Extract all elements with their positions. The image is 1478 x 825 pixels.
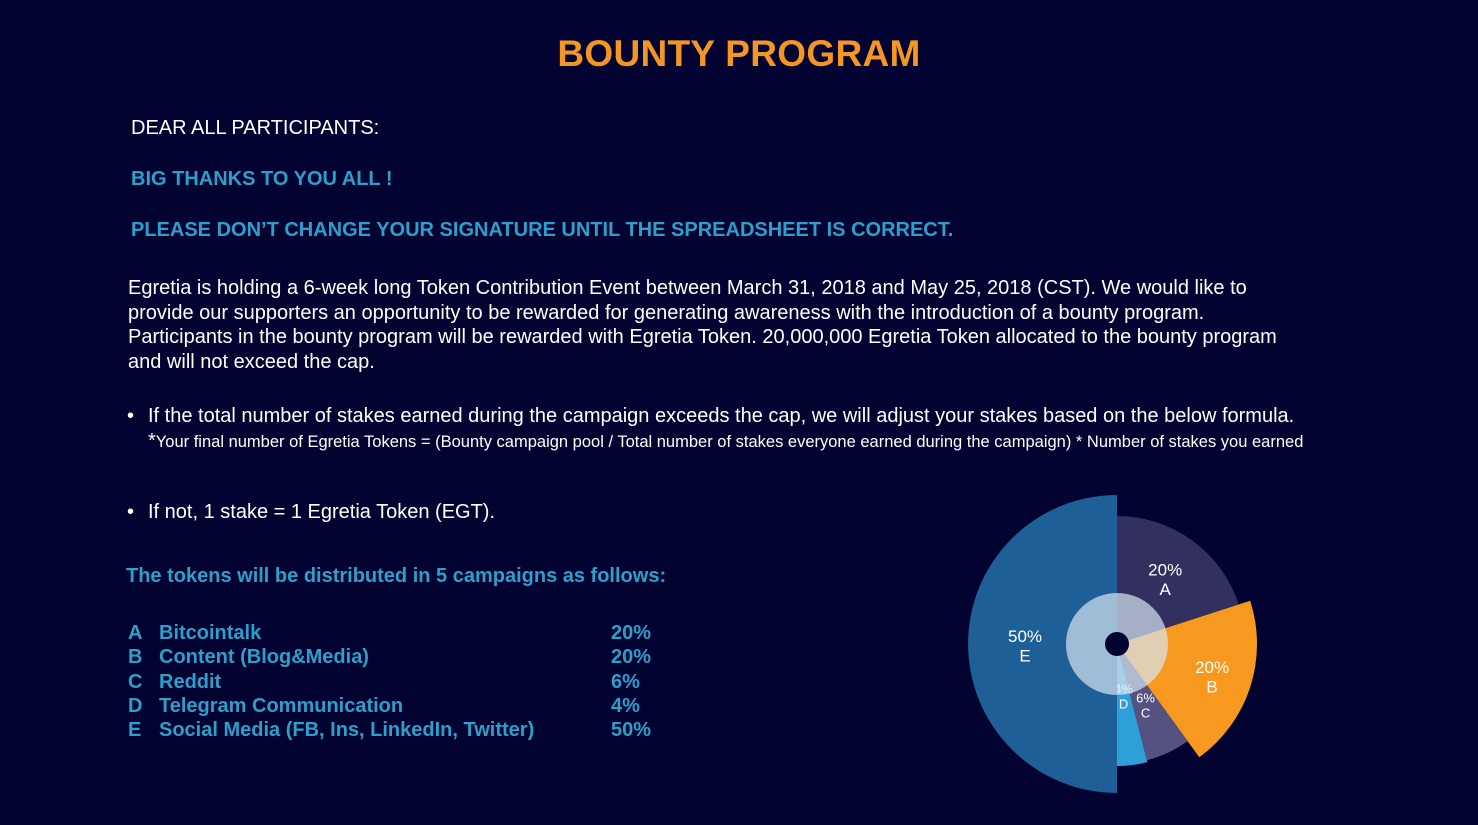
row-percent: 4% (611, 694, 640, 717)
signature-notice: PLEASE DON’T CHANGE YOUR SIGNATURE UNTIL THE SPREADSHEET IS CORRECT. (131, 219, 954, 241)
pie-percent-label-e: 50% (1007, 627, 1043, 646)
distribution-row-e (128, 718, 688, 742)
row-percent: 20% (611, 646, 652, 669)
thanks-message: BIG THANKS TO YOU ALL ! (131, 168, 393, 190)
page-title: BOUNTY PROGRAM (557, 33, 921, 74)
bullet-marker: • (127, 501, 135, 523)
greeting: DEAR ALL PARTICIPANTS: (131, 117, 380, 139)
pie-percent-label-a: 20% (1148, 560, 1183, 580)
row-letter: B (128, 646, 143, 669)
pie-category-label-d: D (1118, 696, 1129, 712)
bullet-marker: • (127, 405, 135, 427)
pie-category-label-e: E (1019, 646, 1031, 666)
row-letter: A (128, 622, 143, 644)
pie-center-hole (1105, 632, 1129, 656)
pie-percent-label-b: 20% (1195, 657, 1230, 677)
row-campaign-name: Social Media (FB, Ins, LinkedIn, Twitter) (159, 719, 535, 742)
bullet-one-stake-text: If not, 1 stake = 1 Egretia Token (EGT). (148, 501, 496, 523)
distribution-heading: The tokens will be distributed in 5 campaigns as follows: (126, 565, 667, 587)
distribution-table (128, 621, 688, 742)
bullet-cap-adjustment (127, 404, 1308, 454)
pie-percent-label-c: 6% (1136, 690, 1155, 706)
row-campaign-name: Telegram Communication (159, 694, 404, 717)
intro-paragraph: Egretia is holding a 6-week long Token Contribution Event between March 31, 2018 and May 25, 2018 (CST). We would like to provide our supporters an opportunity to be rewarded for generating awareness with the introduction of a bounty program. Participants in the bounty program will be rewarded with Egretia Token. 20,000,000 Egretia Token allocated to the bounty program and will not exceed the cap. (128, 277, 1277, 373)
pie-category-label-c: C (1140, 705, 1151, 721)
row-campaign-name: Reddit (159, 670, 222, 693)
distribution-row-b (128, 645, 688, 669)
row-letter: C (128, 670, 143, 693)
row-letter: E (128, 719, 142, 742)
row-percent: 50% (611, 719, 652, 742)
row-campaign-name: Content (Blog&Media) (159, 646, 369, 669)
formula-text: Your final number of Egretia Tokens = (Bounty campaign pool / Total number of stakes everyone earned during the campaign) * Number of stakes you earned (155, 432, 1304, 451)
bullet-cap-text: If the total number of stakes earned during the campaign exceeds the cap, we will adjust your stakes based on the below formula. * (148, 405, 1295, 452)
distribution-row-a (128, 621, 688, 645)
pie-category-label-a: A (1159, 580, 1171, 600)
row-letter: D (128, 694, 143, 717)
distribution-row-d (128, 694, 688, 718)
bullet-one-stake (127, 500, 496, 525)
pie-category-label-b: B (1206, 677, 1218, 697)
row-campaign-name: Bitcointalk (159, 622, 262, 644)
distribution-row-c (128, 670, 688, 694)
distribution-pie-chart (940, 470, 1300, 810)
row-percent: 20% (611, 622, 652, 644)
row-percent: 6% (611, 670, 640, 693)
